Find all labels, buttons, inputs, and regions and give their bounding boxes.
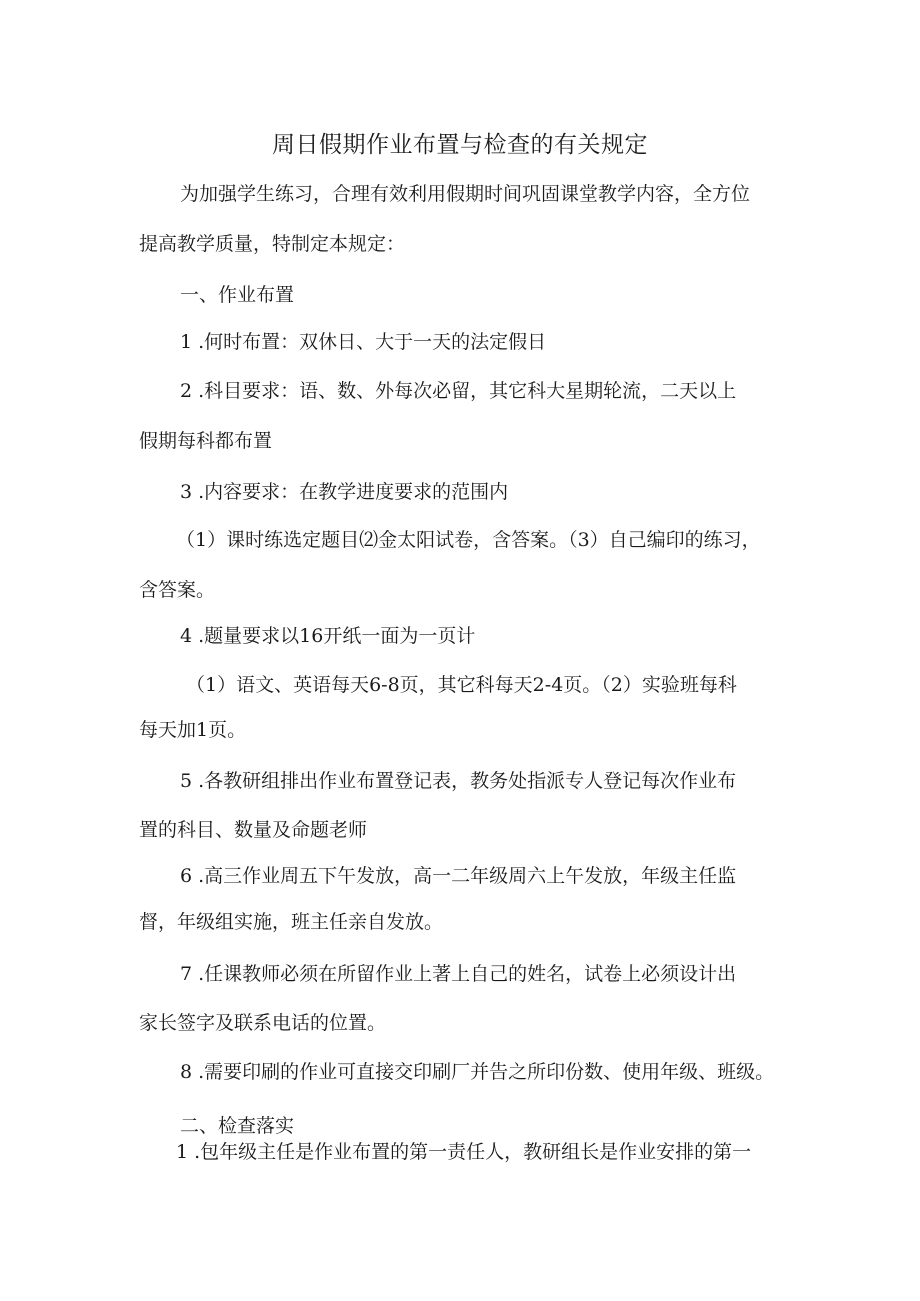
section-heading-inspection: 二、检查落实 (180, 1115, 295, 1137)
item-6-line-1: 6 .高三作业周五下午发放，高一二年级周六上午发放，年级主任监 (180, 865, 737, 887)
item-3-detail-line-2: 含答案。 (139, 579, 216, 601)
item-5-line-1: 5 .各教研组排出作业布置登记表，教务处指派专人登记每次作业布 (180, 770, 737, 792)
item-4-detail-line-2: 每天加1页。 (139, 719, 247, 741)
item-2-line-2: 假期每科都布置 (139, 430, 273, 452)
item-7-line-2: 家长签字及联系电话的位置。 (139, 1012, 387, 1034)
paragraph-intro-line-1: 为加强学生练习，合理有效利用假期时间巩固课堂教学内容，全方位 (180, 183, 751, 205)
section-heading-assignment: 一、作业布置 (180, 284, 295, 306)
inspection-item-1-line-1: 1 .包年级主任是作业布置的第一责任人，教研组长是作业安排的第一 (176, 1141, 752, 1163)
paragraph-intro-line-2: 提高教学质量，特制定本规定： (139, 233, 406, 255)
item-8-line-1: 8 .需要印刷的作业可直接交印刷厂并告之所印份数、使用年级、班级。 (180, 1061, 775, 1083)
document-title: 周日假期作业布置与检查的有关规定 (272, 132, 648, 158)
item-6-line-2: 督，年级组实施，班主任亲自发放。 (139, 911, 444, 933)
item-7-line-1: 7 .任课教师必须在所留作业上著上自己的姓名，试卷上必须设计出 (180, 963, 737, 985)
item-1-line-1: 1 .何时布置：双休日、大于一天的法定假日 (180, 331, 547, 353)
item-5-line-2: 置的科目、数量及命题老师 (139, 819, 368, 841)
item-4-line-1: 4 .题量要求以16开纸一面为一页计 (180, 625, 476, 647)
item-2-line-1: 2 .科目要求：语、数、外每次必留，其它科大星期轮流，二天以上 (180, 380, 737, 402)
item-3-detail-line-1: （1）课时练选定题目⑵金太阳试卷，含答案。（3）自己编印的练习， (176, 529, 761, 551)
item-4-detail-line-1: （1）语文、英语每天6-8页，其它科每天2-4页。（2）实验班每科 (186, 674, 737, 696)
item-3-line-1: 3 .内容要求：在教学进度要求的范围内 (180, 481, 509, 503)
